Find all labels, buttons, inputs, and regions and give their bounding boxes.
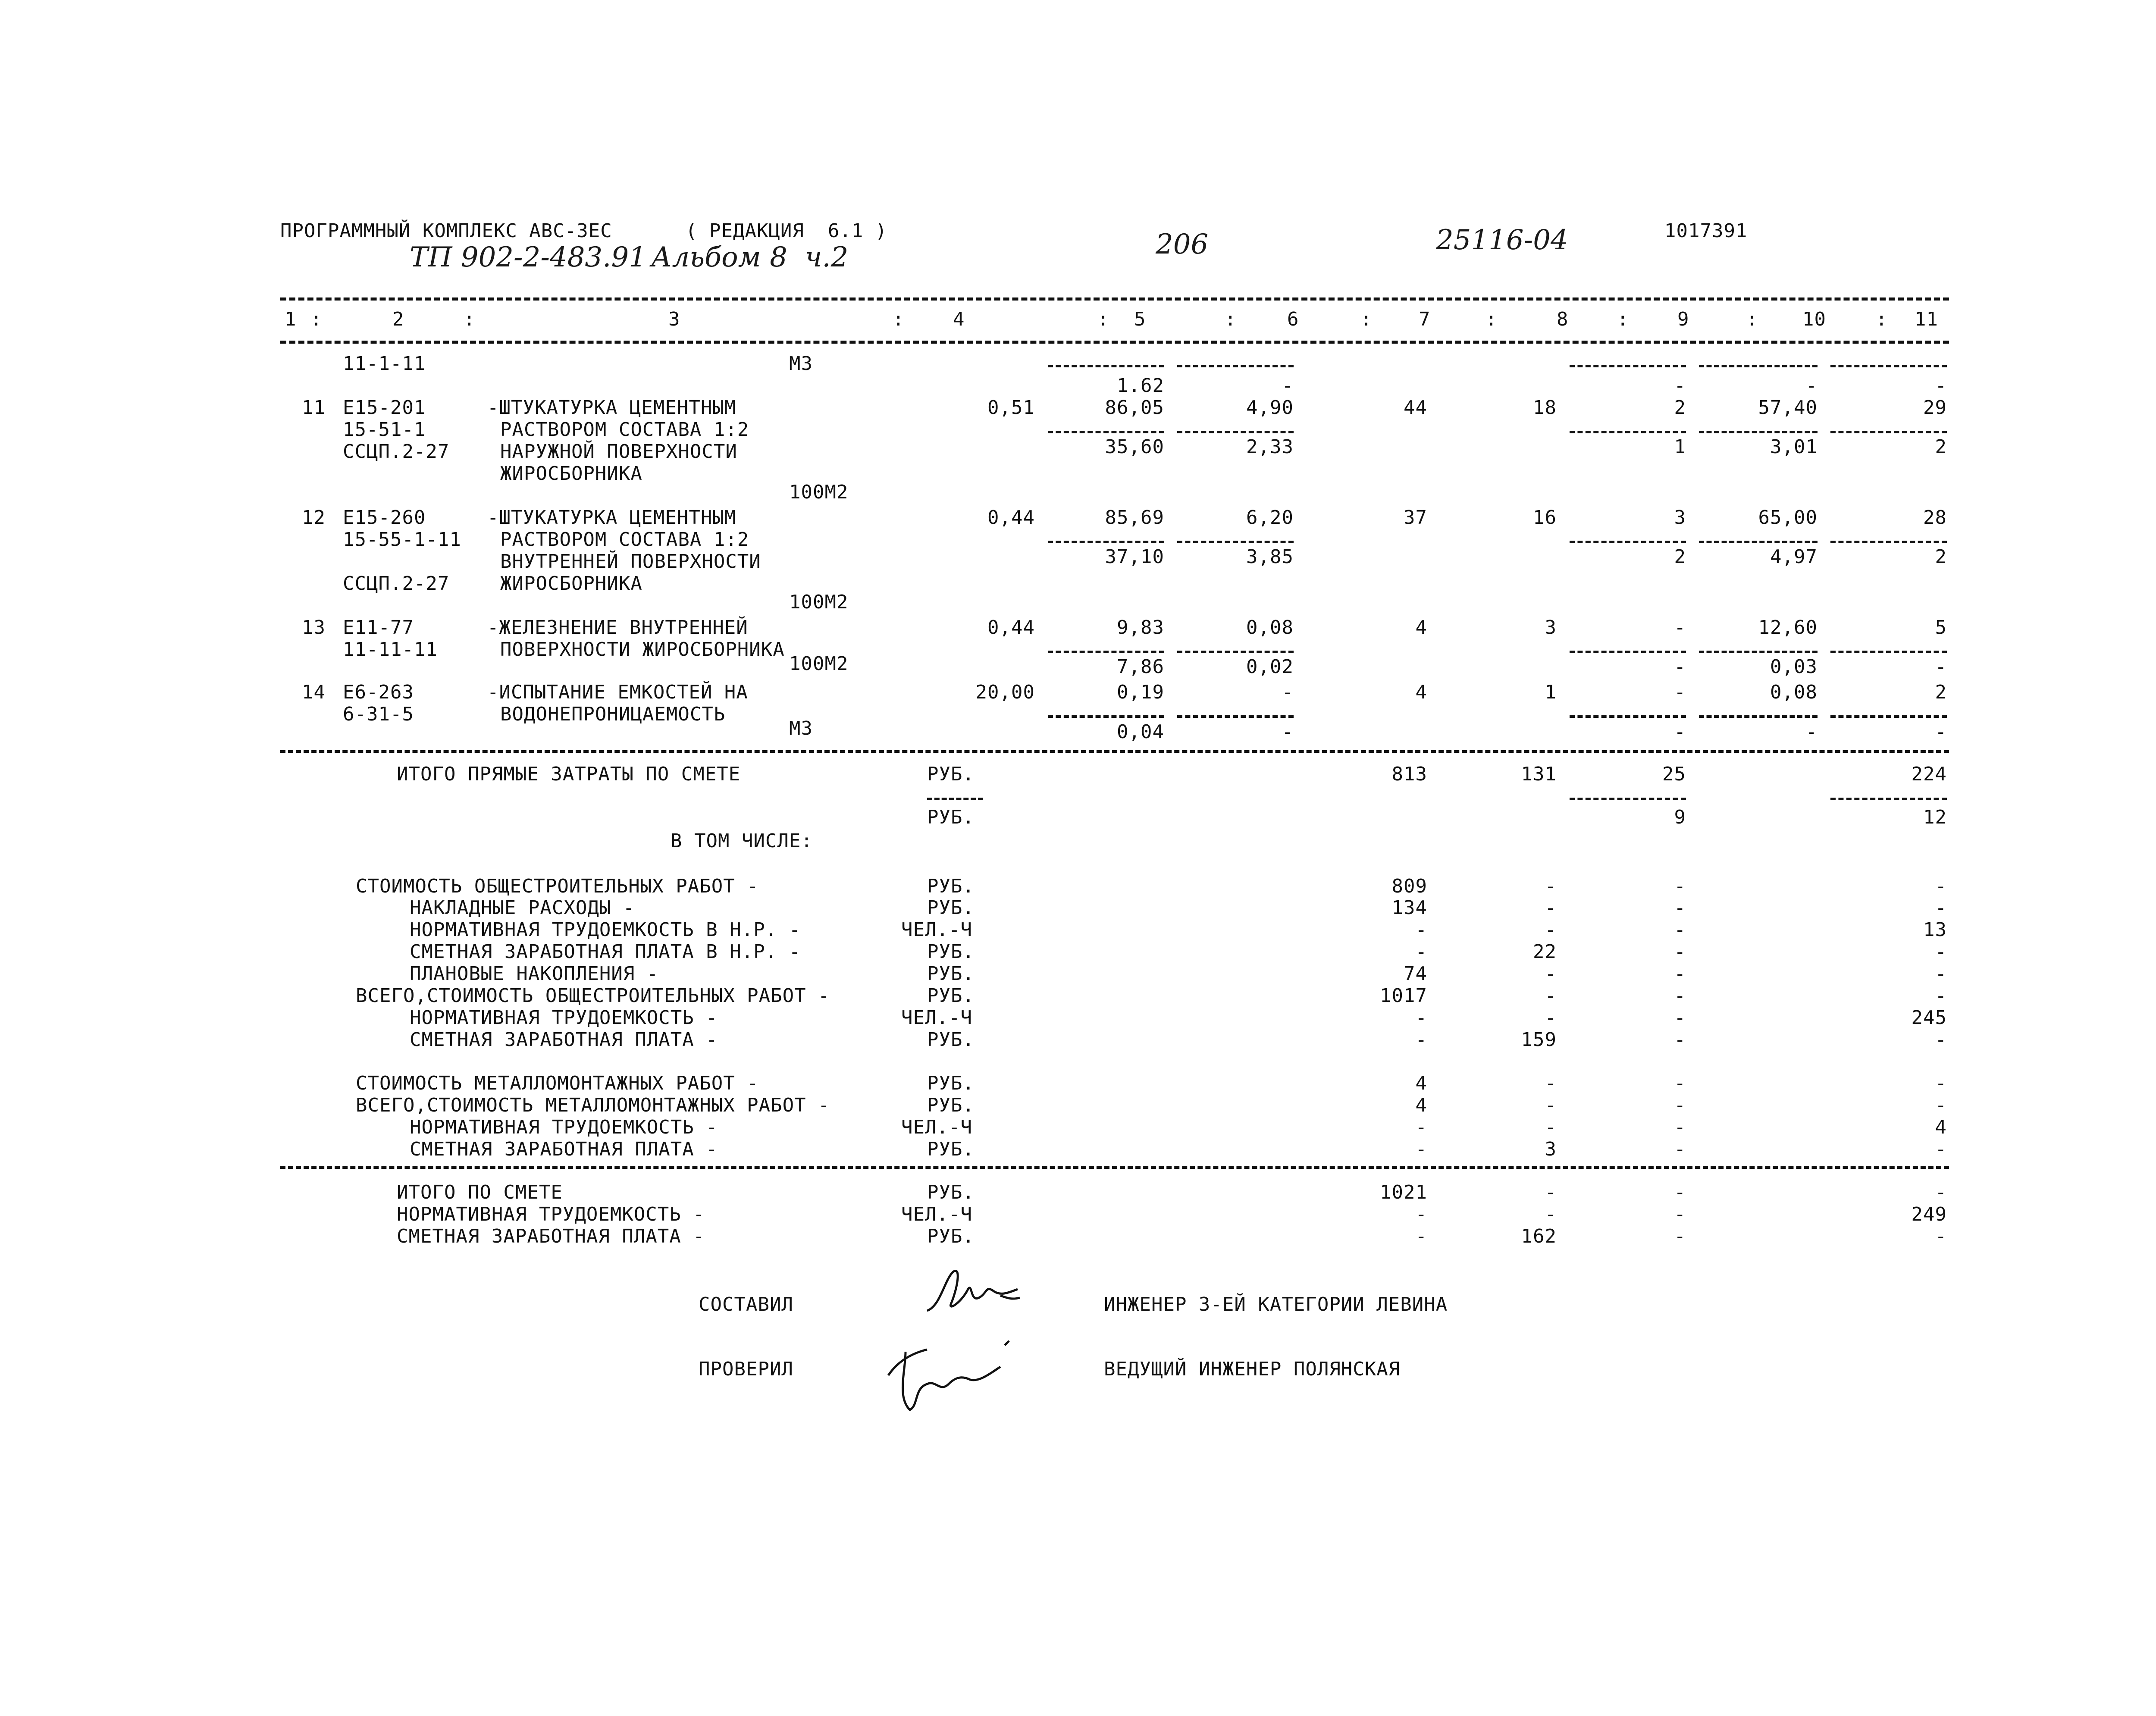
row-value-c11b: - (1935, 656, 1947, 678)
row-value-c6: 4,90 (1246, 397, 1294, 419)
row-value-c6b: - (1282, 721, 1294, 743)
column-header-6: 4 (953, 308, 965, 330)
row-code: Е15-260 (343, 507, 426, 529)
row-value-c9: 3 (1674, 507, 1686, 529)
column-header-15: : (1617, 308, 1629, 330)
row-unit: М3 (789, 353, 813, 375)
summary-c7: 1017 (1380, 985, 1427, 1007)
summary-unit: РУБ. (927, 985, 975, 1007)
summary-label: СМЕТНАЯ ЗАРАБОТНАЯ ПЛАТА - (410, 1029, 718, 1051)
row-value-c4: 20,00 (975, 681, 1035, 703)
row-value-c6: 6,20 (1246, 507, 1294, 529)
summary-c9: - (1674, 963, 1686, 985)
direct-total-unit: РУБ. (927, 763, 975, 785)
summary-c9: - (1674, 941, 1686, 963)
compiled-by: ИНЖЕНЕР 3-ЕЙ КАТЕГОРИИ ЛЕВИНА (1104, 1293, 1448, 1315)
summary-unit: РУБ. (927, 941, 975, 963)
column-header-19: : (1876, 308, 1888, 330)
row-code2: 15-51-1 (343, 419, 426, 441)
row-number: 13 (302, 617, 326, 639)
row-code2: 6-31-5 (343, 703, 414, 725)
summary-c7: - (1415, 919, 1427, 941)
summary-unit: РУБ. (927, 1094, 975, 1116)
row-value-c5b: 35,60 (1105, 436, 1164, 458)
row-name-line2: РАСТВОРОМ СОСТАВА 1:2 (500, 529, 749, 551)
row-value-c10b: 4,97 (1770, 546, 1818, 568)
subrule (1570, 431, 1686, 433)
summary-c8: - (1545, 875, 1557, 897)
column-header-16: 9 (1677, 308, 1689, 330)
row-number: 12 (302, 507, 326, 529)
edition-label: ( РЕДАКЦИЯ 6.1 ) (686, 220, 887, 242)
column-header-17: : (1746, 308, 1758, 330)
summary-c8: - (1545, 1094, 1557, 1116)
handwritten-code: 25116-04 (1436, 224, 1568, 256)
row-value-c11: 5 (1935, 617, 1947, 639)
summary-c9: - (1674, 1116, 1686, 1138)
row-name-line3: ВНУТРЕННЕЙ ПОВЕРХНОСТИ (500, 551, 761, 573)
direct-total-unit2: РУБ. (927, 806, 975, 828)
row-value-c10b: 0,03 (1770, 656, 1818, 678)
row-name-line2: РАСТВОРОМ СОСТАВА 1:2 (500, 419, 749, 441)
row-value-c9b: - (1674, 721, 1686, 743)
column-header-4: 3 (668, 308, 680, 330)
row-value-c5b: 7,86 (1117, 656, 1164, 678)
summary-c11: 4 (1935, 1116, 1947, 1138)
summary-label: ВСЕГО,СТОИМОСТЬ МЕТАЛЛОМОНТАЖНЫХ РАБОТ - (356, 1094, 830, 1116)
summary-c8: 3 (1545, 1138, 1557, 1160)
subrule (1570, 365, 1686, 367)
summary-c8: - (1545, 1072, 1557, 1094)
grand-c9: - (1674, 1225, 1686, 1247)
compiled-label: СОСТАВИЛ (699, 1293, 793, 1315)
row-unit: 100М2 (789, 653, 849, 675)
summary-c9: - (1674, 1007, 1686, 1029)
subrule (1177, 365, 1294, 367)
row-value-c6b: 0,02 (1246, 656, 1294, 678)
row-value-c9b: - (1674, 656, 1686, 678)
subrule (1830, 541, 1947, 543)
subrule (1177, 651, 1294, 653)
summary-c7: 4 (1415, 1072, 1427, 1094)
subrule (1048, 431, 1164, 433)
column-header-0: 1 (285, 308, 297, 330)
row-code: Е15-201 (343, 397, 426, 419)
summary-c9: - (1674, 1029, 1686, 1051)
summary-c11: 13 (1923, 919, 1947, 941)
row-value-c7: 44 (1404, 397, 1427, 419)
checked-by: ВЕДУЩИЙ ИНЖЕНЕР ПОЛЯНСКАЯ (1104, 1358, 1401, 1380)
subrule (1048, 365, 1164, 367)
summary-c8: - (1545, 1116, 1557, 1138)
row-unit: М3 (789, 717, 813, 739)
summary-c9: - (1674, 875, 1686, 897)
column-header-7: : (1097, 308, 1109, 330)
summary-c7: - (1415, 1138, 1427, 1160)
direct-total-c9b: 9 (1674, 806, 1686, 828)
summary-c11: - (1935, 875, 1947, 897)
row-value-c9: - (1674, 617, 1686, 639)
row-name-line3: НАРУЖНОЙ ПОВЕРХНОСТИ (500, 441, 737, 463)
program-title: ПРОГРАММНЫЙ КОМПЛЕКС АВС-3ЕС (280, 220, 612, 242)
grand-c8: - (1545, 1181, 1557, 1203)
column-header-3: : (464, 308, 476, 330)
summary-unit: ЧЕЛ.-Ч (901, 1007, 972, 1029)
row-code3: ССЦП.2-27 (343, 573, 450, 595)
row-unit: 100М2 (789, 481, 849, 503)
summary-label: ПЛАНОВЫЕ НАКОПЛЕНИЯ - (410, 963, 659, 985)
summary-unit: РУБ. (927, 1138, 975, 1160)
row-value-c10: 57,40 (1758, 397, 1818, 419)
row-value-c10b: - (1805, 375, 1818, 397)
row-value-c11: 28 (1923, 507, 1947, 529)
summary-c11: - (1935, 1029, 1947, 1051)
row-value-c11b: 2 (1935, 436, 1947, 458)
row-number: 14 (302, 681, 326, 703)
row-value-c8: 16 (1533, 507, 1557, 529)
summary-label: СМЕТНАЯ ЗАРАБОТНАЯ ПЛАТА - (410, 1138, 718, 1160)
grand-label: СМЕТНАЯ ЗАРАБОТНАЯ ПЛАТА - (397, 1225, 705, 1247)
grand-c11: 249 (1911, 1203, 1947, 1225)
checked-label: ПРОВЕРИЛ (699, 1358, 793, 1380)
header-rule-top (280, 297, 1949, 301)
row-value-c10: 0,08 (1770, 681, 1818, 703)
summary-c11: - (1935, 897, 1947, 919)
grand-c7: - (1415, 1225, 1427, 1247)
row-value-c7: 37 (1404, 507, 1427, 529)
row-value-c6: - (1282, 681, 1294, 703)
row-code3: ССЦП.2-27 (343, 441, 450, 463)
summary-unit: РУБ. (927, 1072, 975, 1094)
summary-c11: - (1935, 1138, 1947, 1160)
row-value-c5b: 0,04 (1117, 721, 1164, 743)
summary-unit: ЧЕЛ.-Ч (901, 1116, 972, 1138)
summary-unit: РУБ. (927, 1029, 975, 1051)
summary-c8: - (1545, 897, 1557, 919)
summary-unit: ЧЕЛ.-Ч (901, 919, 972, 941)
row-value-c9b: - (1674, 375, 1686, 397)
grand-c11: - (1935, 1181, 1947, 1203)
subrule (1177, 715, 1294, 718)
row-value-c8: 1 (1545, 681, 1557, 703)
row-value-c9: - (1674, 681, 1686, 703)
row-value-c11b: - (1935, 721, 1947, 743)
row-value-c5: 0,19 (1117, 681, 1164, 703)
grand-c7: - (1415, 1203, 1427, 1225)
row-value-c11b: - (1935, 375, 1947, 397)
column-header-5: : (893, 308, 905, 330)
row-code2: 15-55-1-11 (343, 529, 461, 551)
grand-unit: РУБ. (927, 1181, 975, 1203)
summary-label: НАКЛАДНЫЕ РАСХОДЫ - (410, 897, 635, 919)
row-value-c7: 4 (1415, 617, 1427, 639)
summary-c8: 159 (1521, 1029, 1557, 1051)
row-value-c6: 0,08 (1246, 617, 1294, 639)
summary-unit: РУБ. (927, 963, 975, 985)
row-name-line4: ЖИРОСБОРНИКА (500, 463, 642, 485)
column-header-2: 2 (392, 308, 404, 330)
compiled-signature (914, 1263, 1026, 1328)
row-unit: 100М2 (789, 591, 849, 613)
summary-c9: - (1674, 919, 1686, 941)
summary-c7: - (1415, 1007, 1427, 1029)
row-value-c5: 9,83 (1117, 617, 1164, 639)
row-number: 11 (302, 397, 326, 419)
subrule (1830, 651, 1947, 653)
row-name-line1: -ИСПЫТАНИЕ ЕМКОСТЕЙ НА (487, 681, 748, 703)
direct-total-c8: 131 (1521, 763, 1557, 785)
grand-c9: - (1674, 1181, 1686, 1203)
subrule (1048, 651, 1164, 653)
row-value-c5: 86,05 (1105, 397, 1164, 419)
subrule (1830, 798, 1947, 800)
subrule (1830, 365, 1947, 367)
handwritten-album: Альбом 8 ч.2 (651, 241, 849, 273)
subrule (1699, 541, 1818, 543)
row-code: Е6-263 (343, 681, 414, 703)
summary-label: СТОИМОСТЬ ОБЩЕСТРОИТЕЛЬНЫХ РАБОТ - (356, 875, 759, 897)
row-value-c9b: 2 (1674, 546, 1686, 568)
row-value-c7: 4 (1415, 681, 1427, 703)
row-code: 11-1-11 (343, 353, 426, 375)
subrule (1830, 431, 1947, 433)
row-value-c8: 3 (1545, 617, 1557, 639)
summary-c9: - (1674, 985, 1686, 1007)
row-value-c9: 2 (1674, 397, 1686, 419)
totals-rule (280, 750, 1949, 753)
summary-c9: - (1674, 1094, 1686, 1116)
grand-c8: 162 (1521, 1225, 1557, 1247)
summary-unit: РУБ. (927, 875, 975, 897)
row-code: Е11-77 (343, 617, 414, 639)
subrule (1699, 365, 1818, 367)
column-header-20: 11 (1915, 308, 1938, 330)
grand-c11: - (1935, 1225, 1947, 1247)
document-number: 1017391 (1664, 220, 1748, 242)
subrule (1048, 541, 1164, 543)
row-value-c11: 2 (1935, 681, 1947, 703)
summary-c8: - (1545, 985, 1557, 1007)
row-value-c11b: 2 (1935, 546, 1947, 568)
subrule (1570, 715, 1686, 718)
direct-total-c11b: 12 (1923, 806, 1947, 828)
row-value-c5b: 1.62 (1117, 375, 1164, 397)
row-value-c9b: 1 (1674, 436, 1686, 458)
row-value-c10: 65,00 (1758, 507, 1818, 529)
summary-label: ВСЕГО,СТОИМОСТЬ ОБЩЕСТРОИТЕЛЬНЫХ РАБОТ - (356, 985, 830, 1007)
handwritten-project: ТП 902-2-483.91 (410, 241, 646, 273)
row-value-c10b: - (1805, 721, 1818, 743)
grand-total-rule (280, 1166, 1949, 1169)
row-value-c4: 0,44 (987, 507, 1035, 529)
subrule (1048, 715, 1164, 718)
subrule (1570, 651, 1686, 653)
subrule (1699, 651, 1818, 653)
grand-label: ИТОГО ПО СМЕТЕ (397, 1181, 563, 1203)
summary-c9: - (1674, 897, 1686, 919)
summary-c7: - (1415, 1029, 1427, 1051)
summary-c7: - (1415, 941, 1427, 963)
row-value-c4: 0,44 (987, 617, 1035, 639)
row-value-c4: 0,51 (987, 397, 1035, 419)
summary-label: НОРМАТИВНАЯ ТРУДОЕМКОСТЬ - (410, 1116, 718, 1138)
summary-c8: - (1545, 1007, 1557, 1029)
summary-c7: - (1415, 1116, 1427, 1138)
column-header-8: 5 (1134, 308, 1146, 330)
summary-c8: - (1545, 919, 1557, 941)
row-name-line1: -ШТУКАТУРКА ЦЕМЕНТНЫМ (487, 507, 736, 529)
row-value-c5b: 37,10 (1105, 546, 1164, 568)
row-value-c10b: 3,01 (1770, 436, 1818, 458)
checked-signature (880, 1337, 1026, 1419)
row-value-c10: 12,60 (1758, 617, 1818, 639)
row-value-c5: 85,69 (1105, 507, 1164, 529)
subrule (1570, 541, 1686, 543)
summary-label: НОРМАТИВНАЯ ТРУДОЕМКОСТЬ В Н.Р. - (410, 919, 801, 941)
subrule (927, 798, 983, 800)
column-header-9: : (1225, 308, 1237, 330)
column-header-13: : (1485, 308, 1498, 330)
summary-c7: 74 (1404, 963, 1427, 985)
summary-label: НОРМАТИВНАЯ ТРУДОЕМКОСТЬ - (410, 1007, 718, 1029)
row-value-c8: 18 (1533, 397, 1557, 419)
subrule (1177, 431, 1294, 433)
subrule (1570, 798, 1686, 800)
direct-total-c7: 813 (1391, 763, 1427, 785)
summary-c7: 134 (1391, 897, 1427, 919)
summary-c7: 4 (1415, 1094, 1427, 1116)
grand-c9: - (1674, 1203, 1686, 1225)
row-code2: 11-11-11 (343, 639, 438, 661)
row-value-c6b: 3,85 (1246, 546, 1294, 568)
summary-label: СМЕТНАЯ ЗАРАБОТНАЯ ПЛАТА В Н.Р. - (410, 941, 801, 963)
header-rule-bottom (280, 341, 1949, 344)
summary-unit: РУБ. (927, 897, 975, 919)
summary-c11: - (1935, 963, 1947, 985)
row-value-c11: 29 (1923, 397, 1947, 419)
grand-c7: 1021 (1380, 1181, 1427, 1203)
summary-c11: - (1935, 1094, 1947, 1116)
summary-c11: - (1935, 985, 1947, 1007)
direct-total-label: ИТОГО ПРЯМЫЕ ЗАТРАТЫ ПО СМЕТЕ (397, 763, 741, 785)
subrule (1699, 715, 1818, 718)
direct-total-c9: 25 (1662, 763, 1686, 785)
grand-unit: РУБ. (927, 1225, 975, 1247)
row-name-line2: ВОДОНЕПРОНИЦАЕМОСТЬ (500, 703, 726, 725)
subrule (1830, 715, 1947, 718)
including-label: В ТОМ ЧИСЛЕ: (671, 830, 813, 852)
summary-label: СТОИМОСТЬ МЕТАЛЛОМОНТАЖНЫХ РАБОТ - (356, 1072, 759, 1094)
row-name-line1: -ЖЕЛЕЗНЕНИЕ ВНУТРЕННЕЙ (487, 617, 748, 639)
column-header-10: 6 (1287, 308, 1299, 330)
summary-c11: - (1935, 1072, 1947, 1094)
summary-c11: - (1935, 941, 1947, 963)
grand-unit: ЧЕЛ.-Ч (901, 1203, 972, 1225)
row-name-line1: -ШТУКАТУРКА ЦЕМЕНТНЫМ (487, 397, 736, 419)
column-header-1: : (310, 308, 323, 330)
summary-c11: 245 (1911, 1007, 1947, 1029)
row-name-line2: ПОВЕРХНОСТИ ЖИРОСБОРНИКА (500, 639, 785, 661)
column-header-18: 10 (1802, 308, 1826, 330)
column-header-14: 8 (1557, 308, 1569, 330)
summary-c9: - (1674, 1138, 1686, 1160)
column-header-11: : (1360, 308, 1373, 330)
summary-c7: 809 (1391, 875, 1427, 897)
column-header-12: 7 (1419, 308, 1431, 330)
row-value-c6b: 2,33 (1246, 436, 1294, 458)
grand-label: НОРМАТИВНАЯ ТРУДОЕМКОСТЬ - (397, 1203, 705, 1225)
row-name-line4: ЖИРОСБОРНИКА (500, 573, 642, 595)
summary-c8: 22 (1533, 941, 1557, 963)
handwritten-page: 206 (1156, 229, 1209, 260)
subrule (1177, 541, 1294, 543)
summary-c9: - (1674, 1072, 1686, 1094)
subrule (1699, 431, 1818, 433)
row-value-c6b: - (1282, 375, 1294, 397)
direct-total-c11: 224 (1911, 763, 1947, 785)
grand-c8: - (1545, 1203, 1557, 1225)
summary-c8: - (1545, 963, 1557, 985)
